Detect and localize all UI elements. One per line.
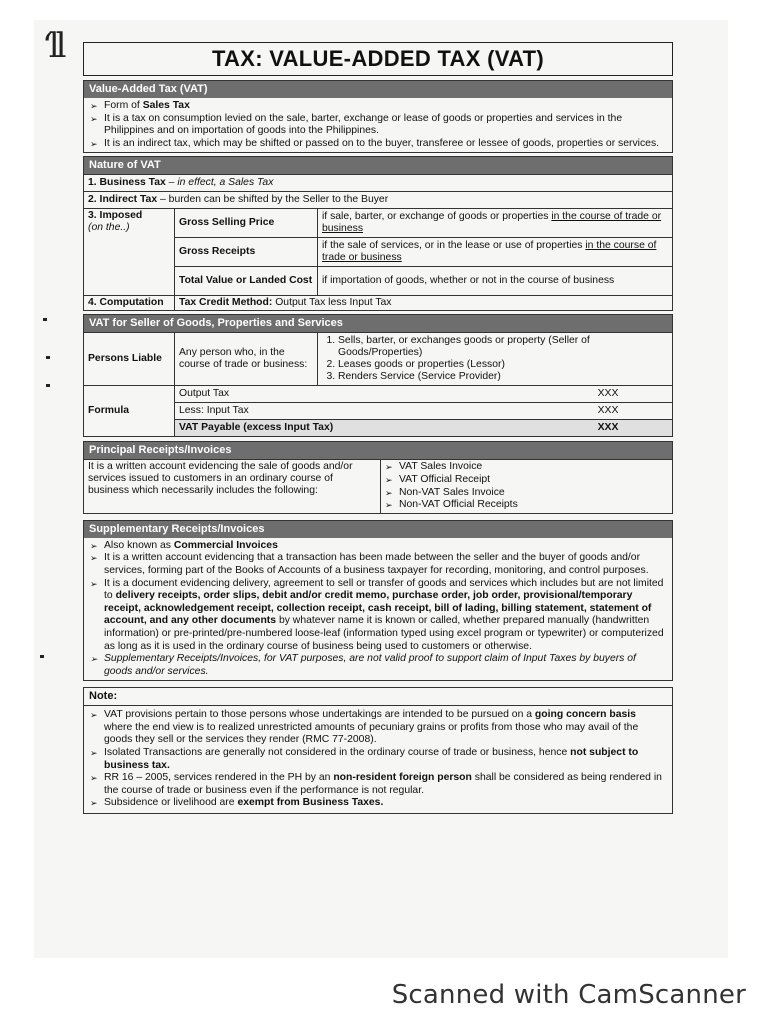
nature-item-indirect-tax: 2. Indirect Tax – burden can be shifted by the Seller to the Buyer — [84, 191, 672, 208]
imposed-desc: if sale, barter, or exchange of goods or properties in the course of trade or business — [318, 209, 673, 238]
list-item: 1. Sells, barter, or exchanges goods or property (Seller of Goods/Properties) — [338, 335, 668, 359]
list-item: ➢ It is a written account evidencing that a transaction has been made between the seller and the buyer of goods and/or services, forming part of the Books of Accounts of a business taxpayer for recording, monitoring, and control purposes. — [90, 552, 666, 577]
section-header: Supplementary Receipts/Invoices — [84, 521, 672, 538]
nature-section — [83, 156, 673, 311]
principal-section — [83, 441, 673, 513]
list-item: ➢ VAT Sales Invoice — [385, 461, 668, 474]
formula-row-value: XXX — [544, 420, 672, 437]
list-item: ➢ Isolated Transactions are generally not considered in the ordinary course of trade or business, hence not subject to business tax. — [90, 747, 666, 772]
principal-table — [84, 459, 672, 512]
list-item: ➢ It is an indirect tax, which may be shifted or passed on to the buyer, transferee or lessee of goods, properties or services. — [90, 138, 666, 151]
computation-value: Tax Credit Method: Output Tax less Input Tax — [175, 296, 673, 311]
formula-row-value: XXX — [544, 386, 672, 403]
vat-section — [83, 80, 673, 153]
seller-table — [84, 332, 672, 436]
list-item: ➢ It is a document evidencing delivery, agreement to sell or transfer of goods and services which includes but are not limited to delivery receipts, order slips, debit and/or credit memo, purchase order, job order, provisional/temporary receipt, acknowledgement receipt, collection receipt, cash receipt, bill of lading, billing statement, statement of account, and any other documents by whatever name it is known or called, whether prepared manually (handwritten information) or pre-printed/pre-numbered loose-leaf (information typed using excel program or typewriter) or computerized as long as it is used in the ordinary course of business being used to customers or otherwise. — [90, 578, 666, 654]
list-item: ➢ It is a tax on consumption levied on the sale, barter, exchange or lease of goods or properties and services in the Philippines and on importation of goods into the Philippines. — [90, 113, 666, 138]
section-header: Nature of VAT — [84, 157, 672, 174]
persons-liable-list — [318, 333, 673, 386]
imposed-desc: if importation of goods, whether or not in the course of business — [318, 267, 673, 296]
list-item: ➢ VAT Official Receipt — [385, 474, 668, 487]
supplementary-section — [83, 520, 673, 682]
bullet-list — [84, 538, 672, 681]
section-header: VAT for Seller of Goods, Properties and Services — [84, 315, 672, 332]
margin-dot — [43, 318, 47, 321]
imposed-basis: Total Value or Landed Cost — [175, 267, 318, 296]
imposed-basis: Gross Selling Price — [175, 209, 318, 238]
bullet-list — [84, 706, 672, 813]
imposed-table — [84, 208, 672, 310]
principal-list — [381, 460, 673, 513]
list-item: ➢ Form of Sales Tax — [90, 100, 666, 113]
principal-desc: It is a written account evidencing the sale of goods and/or services issued to customers in an ordinary course of business which necessarily includes the following: — [84, 460, 381, 513]
formula-row-label: Output Tax — [175, 386, 545, 403]
camscanner-watermark: Scanned with CamScanner — [391, 980, 746, 1010]
margin-mark: ‘ll — [42, 26, 63, 66]
margin-dot — [40, 655, 44, 658]
persons-liable-label: Persons Liable — [84, 333, 175, 386]
imposed-label-cell: 3. Imposed (on the..) — [84, 209, 175, 296]
section-header: Value-Added Tax (VAT) — [84, 81, 672, 98]
list-item: ➢ Supplementary Receipts/Invoices, for VAT purposes, are not valid proof to support claim of Input Taxes by buyers of goods and/or services. — [90, 653, 666, 678]
bullet-list — [84, 98, 672, 152]
list-item: 2. Leases goods or properties (Lessor) — [338, 359, 668, 371]
note-section — [83, 687, 673, 814]
note-header: Note: — [84, 688, 672, 706]
list-item: ➢ Also known as Commercial Invoices — [90, 540, 666, 553]
margin-dot — [46, 384, 50, 387]
section-header: Principal Receipts/Invoices — [84, 442, 672, 459]
list-item: 3. Renders Service (Service Provider) — [338, 371, 668, 383]
imposed-desc: if the sale of services, or in the lease or use of properties in the course of trade or business — [318, 238, 673, 267]
tax-sheet — [83, 42, 673, 814]
list-item: ➢ RR 16 – 2005, services rendered in the PH by an non-resident foreign person shall be considered as being rendered in the course of trade or business even if the performance is not regular. — [90, 772, 666, 797]
formula-row-value: XXX — [544, 403, 672, 420]
list-item: ➢ Non-VAT Official Receipts — [385, 499, 668, 512]
page-title: TAX: VALUE-ADDED TAX (VAT) — [83, 42, 673, 76]
formula-row-label: VAT Payable (excess Input Tax) — [175, 420, 545, 437]
persons-liable-desc: Any person who, in the course of trade or business: — [175, 333, 318, 386]
seller-section — [83, 314, 673, 437]
formula-label: Formula — [84, 386, 175, 437]
list-item: ➢ Subsidence or livelihood are exempt from Business Taxes. — [90, 797, 666, 810]
list-item: ➢ VAT provisions pertain to those persons whose undertakings are intended to be pursued on a going concern basis where the end view is to realized unrestricted amounts of pecuniary grains or profits from those who may avail of the goods they sell or the services they render (RMC 77-2008). — [90, 709, 666, 747]
formula-row-label: Less: Input Tax — [175, 403, 545, 420]
computation-label: 4. Computation — [84, 296, 175, 311]
margin-dot — [46, 356, 50, 359]
list-item: ➢ Non-VAT Sales Invoice — [385, 487, 668, 500]
imposed-basis: Gross Receipts — [175, 238, 318, 267]
nature-item-business-tax: 1. Business Tax – in effect, a Sales Tax — [84, 174, 672, 191]
